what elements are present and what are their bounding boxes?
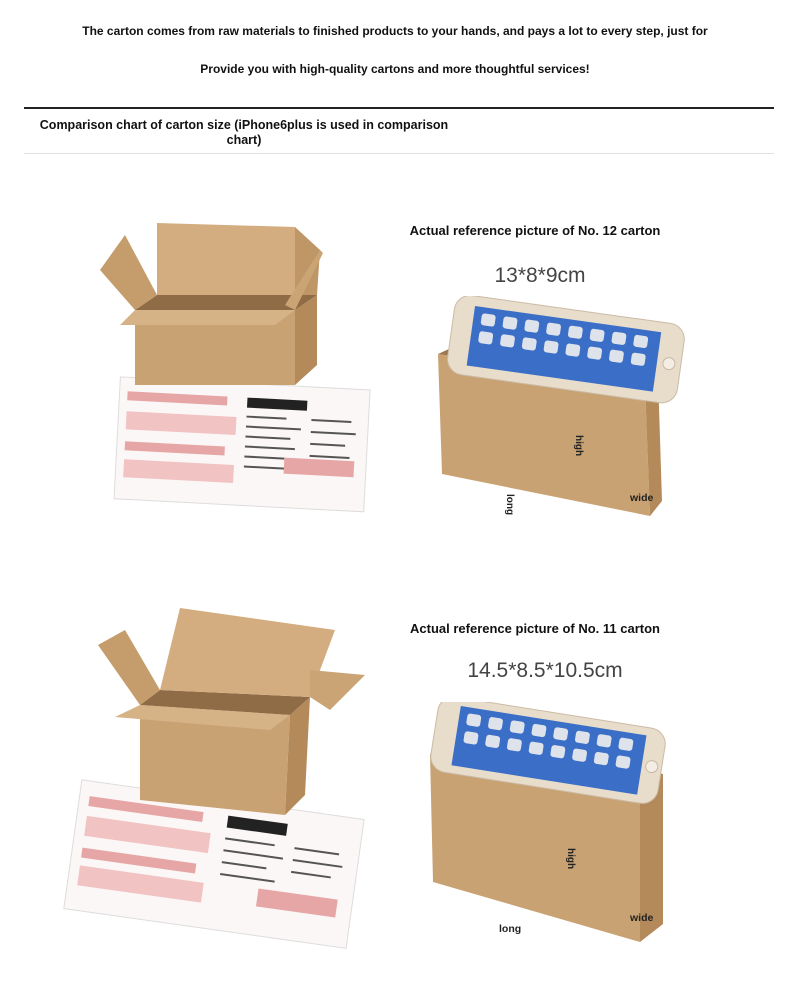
- label-wide: wide: [630, 492, 654, 504]
- intro-line-1: The carton comes from raw materials to finished products to your hands, and pays a lot to every step, just for: [82, 24, 708, 38]
- label-long: long: [499, 923, 522, 935]
- label-high: high: [573, 435, 584, 457]
- label-wide: wide: [630, 912, 654, 924]
- waybill: [114, 377, 370, 512]
- carton-with-phone-image: [425, 702, 670, 947]
- section-title: Comparison chart of carton size (iPhone6plus is used in comparison chart): [39, 118, 449, 147]
- label-high: high: [565, 848, 576, 870]
- carton-12-title: Actual reference picture of No. 12 carton: [409, 223, 661, 238]
- label-long: long: [504, 494, 515, 516]
- carton-with-phone-image: [430, 296, 685, 521]
- open-carton-with-waybill-image: [95, 215, 375, 515]
- carton-11-dimensions: 14.5*8.5*10.5cm: [467, 659, 623, 682]
- intro-line-2: Provide you with high-quality cartons and more thoughtful services!: [200, 62, 590, 76]
- divider: [24, 153, 774, 154]
- carton-11-title: Actual reference picture of No. 11 carton: [410, 621, 660, 636]
- divider: [24, 107, 774, 109]
- carton-12-dimensions: 13*8*9cm: [494, 264, 586, 287]
- open-carton-with-waybill-image: [60, 605, 370, 950]
